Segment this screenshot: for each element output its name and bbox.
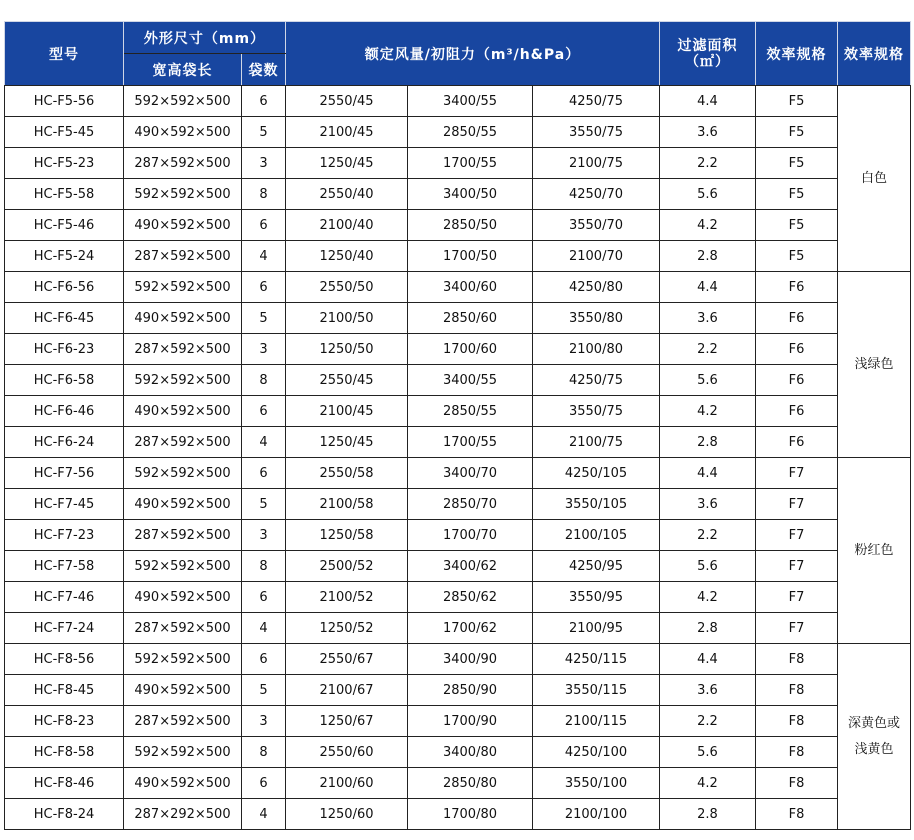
cell-airflow-mid: 3400/70: [408, 458, 533, 489]
cell-area: 2.8: [660, 427, 756, 458]
cell-airflow-high: 4250/100: [533, 737, 660, 768]
cell-size: 287×592×500: [124, 706, 242, 737]
cell-efficiency: F8: [756, 675, 838, 706]
cell-bags: 3: [242, 520, 286, 551]
cell-model: HC-F7-56: [5, 458, 124, 489]
cell-area: 4.4: [660, 272, 756, 303]
cell-airflow-high: 2100/105: [533, 520, 660, 551]
cell-airflow-high: 3550/95: [533, 582, 660, 613]
cell-area: 4.4: [660, 458, 756, 489]
cell-efficiency: F8: [756, 737, 838, 768]
cell-efficiency: F6: [756, 334, 838, 365]
cell-color: 白色: [838, 86, 911, 272]
cell-model: HC-F5-23: [5, 148, 124, 179]
cell-airflow-high: 2100/80: [533, 334, 660, 365]
cell-airflow-high: 4250/75: [533, 86, 660, 117]
header-area-label: 过滤面积: [677, 37, 738, 54]
table-row: [5, 86, 911, 117]
cell-bags: 6: [242, 396, 286, 427]
cell-model: HC-F7-45: [5, 489, 124, 520]
cell-size: 592×592×500: [124, 272, 242, 303]
cell-size: 287×592×500: [124, 520, 242, 551]
cell-size: 592×592×500: [124, 86, 242, 117]
cell-size: 490×592×500: [124, 117, 242, 148]
cell-area: 3.6: [660, 303, 756, 334]
header-size-whl: 宽高袋长: [124, 54, 242, 86]
cell-airflow-low: 2550/60: [286, 737, 408, 768]
cell-airflow-low: 2100/45: [286, 117, 408, 148]
cell-airflow-low: 2550/45: [286, 365, 408, 396]
cell-airflow-mid: 2850/50: [408, 210, 533, 241]
cell-airflow-mid: 2850/55: [408, 117, 533, 148]
cell-bags: 6: [242, 768, 286, 799]
cell-airflow-high: 4250/70: [533, 179, 660, 210]
cell-area: 5.6: [660, 365, 756, 396]
cell-size: 490×592×500: [124, 303, 242, 334]
table-row: [5, 520, 911, 551]
cell-airflow-high: 3550/115: [533, 675, 660, 706]
cell-efficiency: F7: [756, 489, 838, 520]
cell-efficiency: F8: [756, 644, 838, 675]
cell-airflow-mid: 1700/90: [408, 706, 533, 737]
cell-area: 2.8: [660, 241, 756, 272]
cell-size: 592×592×500: [124, 737, 242, 768]
cell-area: 2.2: [660, 334, 756, 365]
table-row: [5, 303, 911, 334]
cell-efficiency: F8: [756, 706, 838, 737]
cell-bags: 6: [242, 644, 286, 675]
cell-area: 4.4: [660, 86, 756, 117]
cell-size: 490×592×500: [124, 489, 242, 520]
cell-airflow-low: 2100/67: [286, 675, 408, 706]
cell-airflow-high: 3550/80: [533, 303, 660, 334]
cell-bags: 5: [242, 117, 286, 148]
cell-model: HC-F7-23: [5, 520, 124, 551]
cell-model: HC-F7-58: [5, 551, 124, 582]
cell-bags: 3: [242, 706, 286, 737]
cell-airflow-mid: 3400/62: [408, 551, 533, 582]
cell-efficiency: F5: [756, 179, 838, 210]
cell-size: 490×592×500: [124, 582, 242, 613]
cell-efficiency: F8: [756, 768, 838, 799]
cell-airflow-low: 2550/40: [286, 179, 408, 210]
cell-airflow-mid: 3400/50: [408, 179, 533, 210]
cell-area: 2.8: [660, 799, 756, 830]
cell-airflow-high: 2100/75: [533, 148, 660, 179]
cell-airflow-high: 4250/95: [533, 551, 660, 582]
table-row: [5, 179, 911, 210]
cell-bags: 3: [242, 334, 286, 365]
cell-model: HC-F6-58: [5, 365, 124, 396]
cell-bags: 6: [242, 582, 286, 613]
cell-area: 3.6: [660, 675, 756, 706]
cell-airflow-low: 2550/67: [286, 644, 408, 675]
cell-area: 2.8: [660, 613, 756, 644]
cell-efficiency: F7: [756, 613, 838, 644]
cell-bags: 6: [242, 272, 286, 303]
cell-model: HC-F5-24: [5, 241, 124, 272]
cell-area: 5.6: [660, 737, 756, 768]
header-size-group: 外形尺寸（mm）: [124, 22, 286, 54]
cell-efficiency: F7: [756, 458, 838, 489]
cell-efficiency: F7: [756, 551, 838, 582]
cell-model: HC-F8-24: [5, 799, 124, 830]
cell-airflow-mid: 3400/55: [408, 365, 533, 396]
cell-model: HC-F5-46: [5, 210, 124, 241]
header-model: 型号: [5, 22, 124, 86]
cell-airflow-high: 3550/70: [533, 210, 660, 241]
cell-efficiency: F6: [756, 427, 838, 458]
table-row: [5, 272, 911, 303]
table-row: [5, 613, 911, 644]
cell-airflow-mid: 2850/55: [408, 396, 533, 427]
cell-airflow-low: 1250/45: [286, 427, 408, 458]
cell-model: HC-F6-56: [5, 272, 124, 303]
cell-airflow-mid: 1700/60: [408, 334, 533, 365]
cell-area: 4.4: [660, 644, 756, 675]
table-row: [5, 148, 911, 179]
cell-model: HC-F6-24: [5, 427, 124, 458]
cell-airflow-mid: 2850/70: [408, 489, 533, 520]
cell-airflow-high: 2100/100: [533, 799, 660, 830]
cell-efficiency: F5: [756, 210, 838, 241]
cell-size: 592×592×500: [124, 179, 242, 210]
cell-airflow-mid: 2850/62: [408, 582, 533, 613]
header-area: [660, 22, 756, 86]
table-row: [5, 458, 911, 489]
header-area-unit: （㎡）: [685, 53, 730, 70]
cell-area: 4.2: [660, 396, 756, 427]
cell-airflow-low: 2100/40: [286, 210, 408, 241]
cell-area: 5.6: [660, 179, 756, 210]
cell-bags: 5: [242, 489, 286, 520]
cell-bags: 6: [242, 210, 286, 241]
cell-airflow-mid: 1700/55: [408, 427, 533, 458]
cell-area: 4.2: [660, 768, 756, 799]
table-row: [5, 582, 911, 613]
table-row: [5, 396, 911, 427]
cell-bags: 3: [242, 148, 286, 179]
cell-airflow-low: 2100/52: [286, 582, 408, 613]
cell-airflow-mid: 3400/60: [408, 272, 533, 303]
cell-model: HC-F8-23: [5, 706, 124, 737]
spec-table: [4, 21, 911, 830]
cell-color: 粉红色: [838, 458, 911, 644]
cell-size: 287×592×500: [124, 241, 242, 272]
cell-airflow-high: 3550/75: [533, 117, 660, 148]
cell-airflow-low: 2550/50: [286, 272, 408, 303]
header-efficiency: 效率规格: [756, 22, 838, 86]
cell-airflow-high: 3550/100: [533, 768, 660, 799]
cell-efficiency: F5: [756, 86, 838, 117]
cell-bags: 4: [242, 427, 286, 458]
cell-airflow-low: 2550/58: [286, 458, 408, 489]
table-header: [5, 22, 911, 86]
cell-airflow-mid: 2850/80: [408, 768, 533, 799]
cell-airflow-mid: 2850/90: [408, 675, 533, 706]
cell-airflow-low: 2500/52: [286, 551, 408, 582]
cell-size: 592×592×500: [124, 551, 242, 582]
cell-airflow-mid: 3400/55: [408, 86, 533, 117]
cell-airflow-low: 2100/50: [286, 303, 408, 334]
cell-size: 287×592×500: [124, 427, 242, 458]
cell-airflow-low: 1250/52: [286, 613, 408, 644]
cell-bags: 4: [242, 613, 286, 644]
cell-bags: 8: [242, 551, 286, 582]
cell-efficiency: F5: [756, 241, 838, 272]
cell-area: 3.6: [660, 489, 756, 520]
cell-efficiency: F6: [756, 396, 838, 427]
cell-model: HC-F6-45: [5, 303, 124, 334]
cell-airflow-mid: 2850/60: [408, 303, 533, 334]
cell-bags: 4: [242, 241, 286, 272]
table-row: [5, 334, 911, 365]
cell-size: 287×592×500: [124, 334, 242, 365]
table-row: [5, 427, 911, 458]
cell-airflow-high: 2100/70: [533, 241, 660, 272]
cell-airflow-high: 3550/105: [533, 489, 660, 520]
cell-bags: 8: [242, 737, 286, 768]
cell-area: 4.2: [660, 210, 756, 241]
cell-efficiency: F5: [756, 148, 838, 179]
cell-area: 4.2: [660, 582, 756, 613]
table-row: [5, 675, 911, 706]
cell-airflow-mid: 1700/50: [408, 241, 533, 272]
cell-airflow-high: 4250/75: [533, 365, 660, 396]
cell-bags: 4: [242, 799, 286, 830]
cell-efficiency: F7: [756, 520, 838, 551]
cell-efficiency: F6: [756, 365, 838, 396]
table-row: [5, 241, 911, 272]
cell-area: 2.2: [660, 520, 756, 551]
table-body: [5, 86, 911, 830]
cell-color: 浅绿色: [838, 272, 911, 458]
cell-bags: 8: [242, 179, 286, 210]
cell-area: 2.2: [660, 706, 756, 737]
cell-airflow-high: 2100/115: [533, 706, 660, 737]
cell-efficiency: F7: [756, 582, 838, 613]
cell-airflow-mid: 1700/55: [408, 148, 533, 179]
cell-airflow-low: 2100/45: [286, 396, 408, 427]
cell-size: 287×592×500: [124, 148, 242, 179]
table-row: [5, 117, 911, 148]
cell-model: HC-F6-46: [5, 396, 124, 427]
cell-model: HC-F7-24: [5, 613, 124, 644]
table-row: [5, 644, 911, 675]
cell-bags: 6: [242, 86, 286, 117]
cell-bags: 5: [242, 303, 286, 334]
cell-airflow-mid: 1700/70: [408, 520, 533, 551]
cell-airflow-low: 2550/45: [286, 86, 408, 117]
cell-color: 深黄色或浅黄色: [838, 644, 911, 830]
table-row: [5, 737, 911, 768]
cell-size: 592×592×500: [124, 644, 242, 675]
cell-model: HC-F8-58: [5, 737, 124, 768]
cell-model: HC-F8-56: [5, 644, 124, 675]
cell-airflow-high: 4250/80: [533, 272, 660, 303]
cell-area: 3.6: [660, 117, 756, 148]
cell-model: HC-F7-46: [5, 582, 124, 613]
cell-airflow-low: 1250/40: [286, 241, 408, 272]
cell-airflow-low: 1250/58: [286, 520, 408, 551]
cell-size: 490×592×500: [124, 396, 242, 427]
table-row: [5, 551, 911, 582]
cell-model: HC-F8-46: [5, 768, 124, 799]
cell-size: 490×592×500: [124, 768, 242, 799]
cell-model: HC-F6-23: [5, 334, 124, 365]
cell-airflow-mid: 3400/80: [408, 737, 533, 768]
table-row: [5, 706, 911, 737]
cell-size: 490×592×500: [124, 675, 242, 706]
table-row: [5, 489, 911, 520]
header-color: 效率规格: [838, 22, 911, 86]
cell-airflow-high: 2100/95: [533, 613, 660, 644]
cell-airflow-mid: 1700/62: [408, 613, 533, 644]
cell-bags: 5: [242, 675, 286, 706]
cell-bags: 8: [242, 365, 286, 396]
cell-airflow-high: 4250/105: [533, 458, 660, 489]
cell-area: 5.6: [660, 551, 756, 582]
cell-airflow-high: 4250/115: [533, 644, 660, 675]
table-row: [5, 768, 911, 799]
cell-airflow-low: 2100/60: [286, 768, 408, 799]
table-row: [5, 799, 911, 830]
cell-size: 592×592×500: [124, 365, 242, 396]
cell-airflow-high: 3550/75: [533, 396, 660, 427]
cell-model: HC-F8-45: [5, 675, 124, 706]
cell-efficiency: F6: [756, 272, 838, 303]
cell-airflow-low: 1250/45: [286, 148, 408, 179]
cell-efficiency: F5: [756, 117, 838, 148]
cell-model: HC-F5-45: [5, 117, 124, 148]
cell-size: 490×592×500: [124, 210, 242, 241]
table-row: [5, 365, 911, 396]
cell-airflow-high: 2100/75: [533, 427, 660, 458]
cell-airflow-low: 1250/67: [286, 706, 408, 737]
cell-bags: 6: [242, 458, 286, 489]
header-bags: 袋数: [242, 54, 286, 86]
cell-size: 287×592×500: [124, 613, 242, 644]
cell-efficiency: F6: [756, 303, 838, 334]
cell-airflow-low: 1250/60: [286, 799, 408, 830]
cell-model: HC-F5-58: [5, 179, 124, 210]
table-row: [5, 210, 911, 241]
cell-area: 2.2: [660, 148, 756, 179]
cell-model: HC-F5-56: [5, 86, 124, 117]
cell-airflow-low: 1250/50: [286, 334, 408, 365]
cell-size: 592×592×500: [124, 458, 242, 489]
cell-airflow-mid: 3400/90: [408, 644, 533, 675]
cell-efficiency: F8: [756, 799, 838, 830]
cell-airflow-mid: 1700/80: [408, 799, 533, 830]
header-airflow: 额定风量/初阻力（m³/h&Pa）: [286, 22, 660, 86]
cell-airflow-low: 2100/58: [286, 489, 408, 520]
cell-size: 287×292×500: [124, 799, 242, 830]
